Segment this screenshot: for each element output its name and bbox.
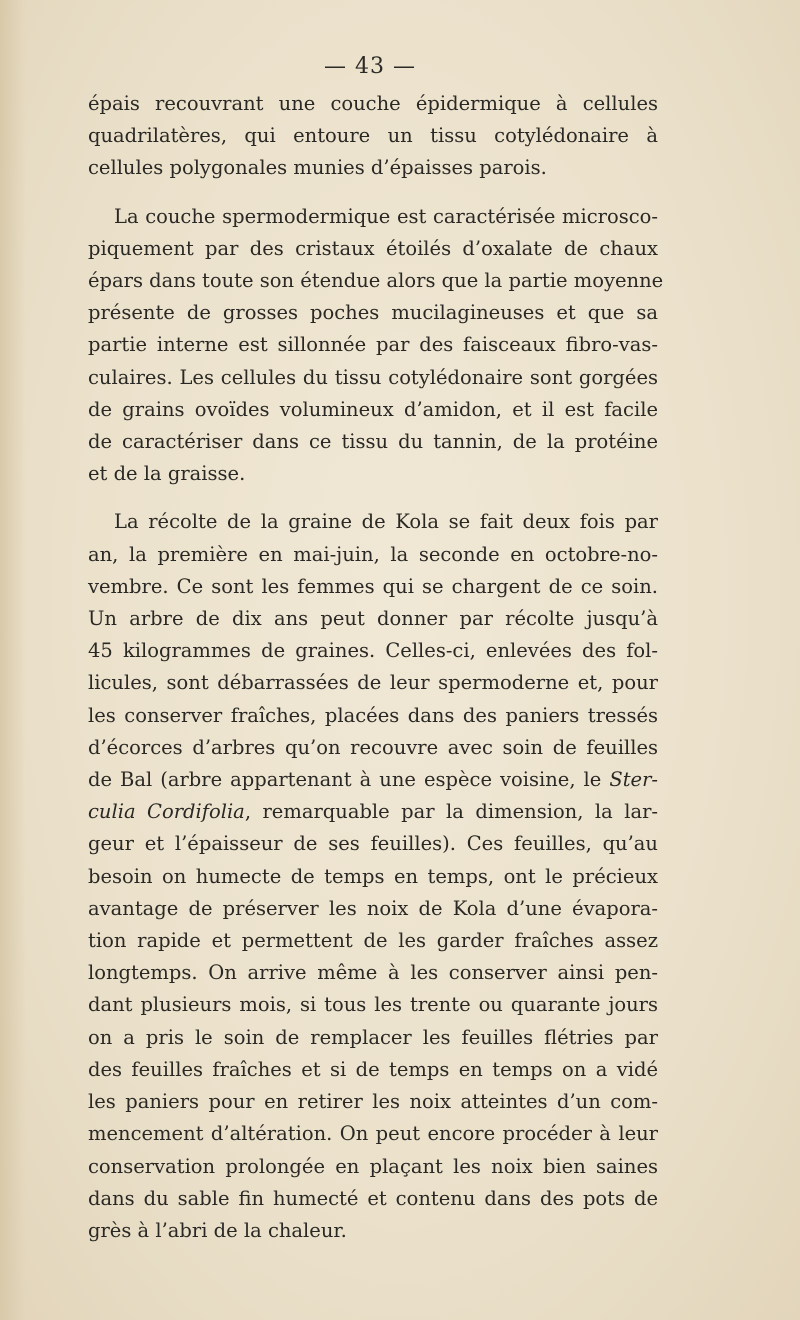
text-line: on a pris le soin de remplacer les feuilles flétries par: [88, 1025, 658, 1049]
text-line: épais recouvrant une couche épidermique à cellules: [88, 92, 658, 115]
text-line: les conserver fraîches, placées dans des paniers tressés: [88, 703, 658, 727]
text-line: [88, 796, 658, 828]
text-line: quadrilatères, qui entoure un tissu cotylédonaire à: [88, 124, 658, 148]
paragraph-2: [88, 201, 664, 491]
text-line: tion rapide et permettent de les garder fraîches assez: [88, 929, 658, 953]
text-line: avantage de préserver les noix de Kola d’une évapora-: [88, 896, 658, 920]
text-line: partie interne est sillonnée par des faisceaux fibro-vas-: [88, 333, 658, 357]
text-line: geur et l’épaisseur de ses feuilles). Ces feuilles, qu’au: [88, 832, 658, 856]
text-line: La récolte de la graine de Kola se fait deux fois par: [114, 510, 658, 534]
text-line: piquement par des cristaux étoilés d’oxalate de chaux: [88, 236, 658, 260]
text-line: besoin on humecte de temps en temps, ont le précieux: [88, 864, 658, 888]
text-line: de grains ovoïdes volumineux d’amidon, et il est facile: [88, 397, 658, 421]
text-line: dant plusieurs mois, si tous les trente ou quarante jours: [88, 993, 658, 1017]
page-number: — 43 —: [324, 54, 416, 79]
text-line: licules, sont débarrassées de leur spermoderne et, pour: [88, 671, 658, 695]
text-line: présente de grosses poches mucilagineuses et que sa: [88, 301, 658, 325]
text-line: [88, 764, 658, 796]
text-line: La couche spermodermique est caractérisée microsco-: [114, 204, 658, 228]
text-line: vembre. Ce sont les femmes qui se chargent de ce soin.: [88, 574, 658, 598]
body-text: [88, 88, 664, 1247]
italic-species-name: culia Cordifolia: [88, 800, 245, 824]
text-run: de Bal (arbre appartenant à une espèce voisine, le: [88, 768, 610, 792]
text-line: épars dans toute son étendue alors que la partie moyenne: [88, 269, 664, 293]
text-line: conservation prolongée en plaçant les noix bien saines: [88, 1154, 658, 1178]
text-line: cellules polygonales munies d’épaisses parois.: [88, 156, 547, 180]
text-line: des feuilles fraîches et si de temps en temps on a vidé: [88, 1057, 658, 1081]
text-line: an, la première en mai-juin, la seconde en octobre-no-: [88, 542, 658, 566]
text-line: longtemps. On arrive même à les conserver ainsi pen-: [88, 961, 658, 985]
italic-species-name: Ster-: [609, 768, 658, 792]
text-line: et de la graisse.: [88, 462, 246, 486]
text-run: , remarquable par la dimension, la lar-: [244, 800, 658, 824]
text-line: dans du sable fin humecté et contenu dans des pots de: [88, 1186, 658, 1210]
page-gutter-shadow: [0, 0, 26, 1320]
text-line: 45 kilogrammes de graines. Celles-ci, enlevées des fol-: [88, 639, 658, 663]
paragraph-1: [88, 88, 658, 185]
paragraph-3: [88, 506, 658, 1247]
text-line: Un arbre de dix ans peut donner par récolte jusqu’à: [88, 607, 658, 631]
text-line: d’écorces d’arbres qu’on recouvre avec soin de feuilles: [88, 735, 658, 759]
text-line: grès à l’abri de la chaleur.: [88, 1218, 347, 1242]
text-line: de caractériser dans ce tissu du tannin, de la protéine: [88, 430, 658, 454]
text-line: culaires. Les cellules du tissu cotylédonaire sont gorgées: [88, 365, 658, 389]
text-line: les paniers pour en retirer les noix atteintes d’un com-: [88, 1090, 658, 1114]
text-line: mencement d’altération. On peut encore procéder à leur: [88, 1122, 658, 1146]
